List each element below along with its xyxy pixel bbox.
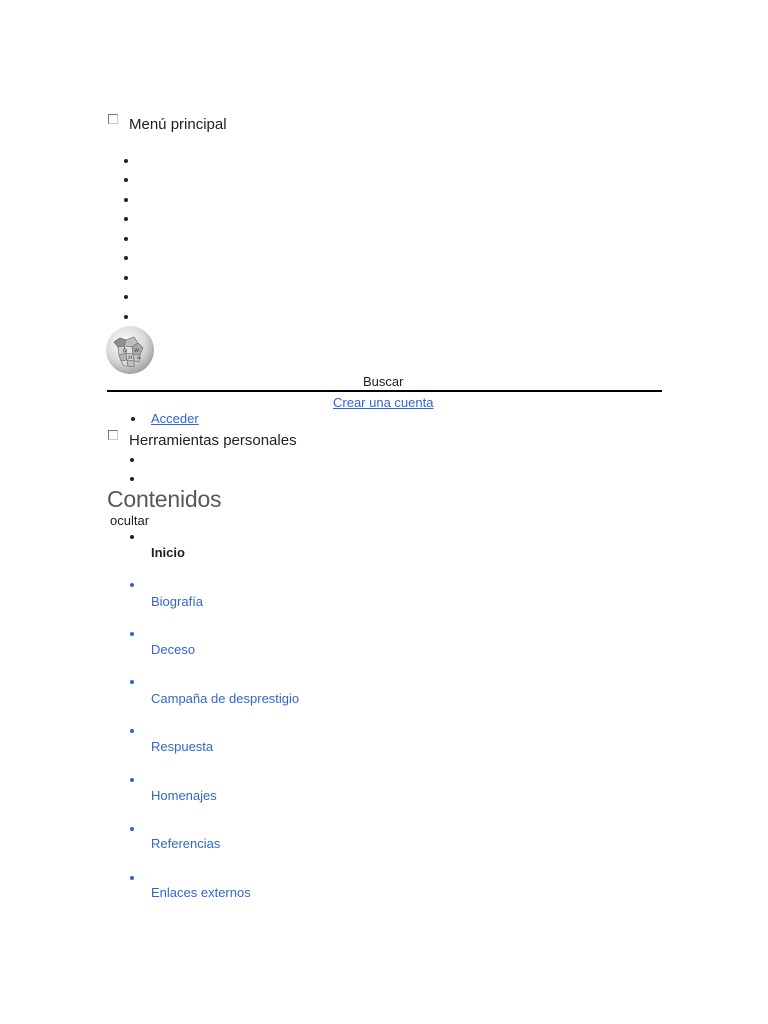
search-divider — [107, 390, 662, 392]
personal-tools-checkbox[interactable] — [108, 430, 118, 440]
main-menu-item-bullet[interactable] — [124, 295, 128, 299]
main-menu-item-bullet[interactable] — [124, 315, 128, 319]
toc-item-homenajes[interactable]: Homenajes — [151, 788, 217, 803]
toc-item-bullet — [130, 632, 134, 636]
login-link[interactable]: Acceder — [151, 411, 199, 426]
toc-item-campana[interactable]: Campaña de desprestigio — [151, 691, 300, 706]
svg-text:W: W — [134, 348, 140, 354]
toc-item-deceso[interactable]: Deceso — [151, 642, 196, 657]
main-menu-item-bullet[interactable] — [124, 256, 128, 260]
toc-item-enlaces-externos[interactable]: Enlaces externos — [151, 885, 251, 900]
toc-item-respuesta[interactable]: Respuesta — [151, 739, 214, 754]
toc-item-inicio[interactable]: Inicio — [151, 545, 185, 560]
create-account-link[interactable]: Crear una cuenta — [333, 395, 434, 410]
search-label[interactable]: Buscar — [363, 374, 404, 389]
main-menu-label[interactable]: Menú principal — [129, 116, 227, 133]
svg-text:И: И — [128, 355, 133, 361]
main-menu-item-bullet[interactable] — [124, 178, 128, 182]
main-menu-item-bullet[interactable] — [124, 159, 128, 163]
login-bullet — [131, 417, 135, 421]
main-menu-item-bullet[interactable] — [124, 237, 128, 241]
svg-text:Ω: Ω — [123, 348, 128, 354]
toc-item-bullet — [130, 680, 134, 684]
personal-tools-item-bullet[interactable] — [130, 458, 134, 462]
main-menu-checkbox[interactable] — [108, 114, 118, 124]
toc-item-biografia[interactable]: Biografía — [151, 594, 204, 609]
wikipedia-globe-icon[interactable] — [106, 326, 154, 374]
toc-item-bullet — [130, 535, 134, 539]
toc-hide-button[interactable]: ocultar — [110, 513, 150, 528]
personal-tools-item-bullet[interactable] — [130, 477, 134, 481]
personal-tools-label[interactable]: Herramientas personales — [129, 432, 297, 449]
toc-item-referencias[interactable]: Referencias — [151, 836, 221, 851]
toc-item-bullet — [130, 778, 134, 782]
toc-item-bullet — [130, 583, 134, 587]
main-menu-item-bullet[interactable] — [124, 276, 128, 280]
toc-title: Contenidos — [107, 486, 222, 512]
svg-text:ω: ω — [137, 355, 142, 361]
main-menu-item-bullet[interactable] — [124, 217, 128, 221]
toc-item-bullet — [130, 729, 134, 733]
toc-item-bullet — [130, 827, 134, 831]
main-menu-item-bullet[interactable] — [124, 198, 128, 202]
toc-item-bullet — [130, 876, 134, 880]
